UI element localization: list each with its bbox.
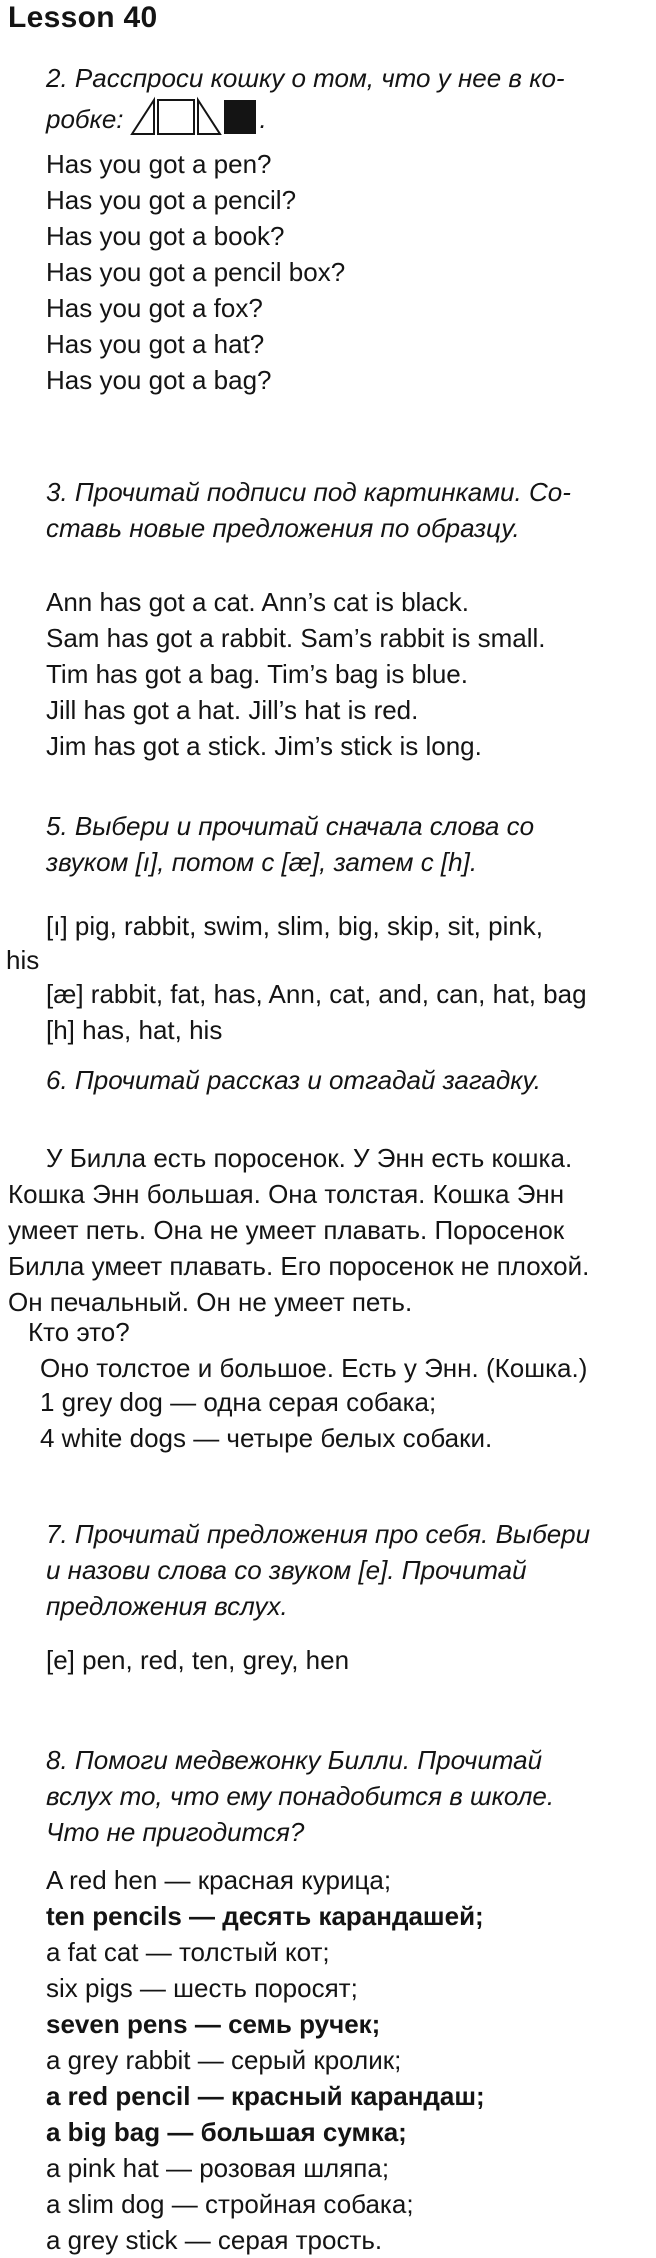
- question-line: Has you got a fox?: [46, 293, 263, 323]
- school-item: a fat cat — толстый кот;: [46, 1937, 330, 1967]
- question-line: Has you got a pencil box?: [46, 257, 346, 287]
- exercise-6-extra: [40, 1384, 650, 1456]
- sentence-line: Jim has got a stick. Jim’s stick is long.: [46, 731, 482, 761]
- exercise-8-list: [46, 1862, 656, 2258]
- exercise-6-riddle: [28, 1314, 638, 1386]
- school-item: ten pencils — десять карандашей;: [46, 1901, 484, 1931]
- exercise-8-instruction-line-2: вслух то, что ему понадобится в школе.: [46, 1781, 555, 1811]
- sentence-line: Tim has got a bag. Tim’s bag is blue.: [46, 659, 468, 689]
- question-line: Has you got a hat?: [46, 329, 265, 359]
- exercise-5-words-cont: [46, 976, 656, 1048]
- exercise-8-instruction: [46, 1742, 646, 1850]
- riddle-answer: Оно толстое и большое. Есть у Энн. (Кошка.): [40, 1353, 588, 1383]
- sentence-line: Jill has got a hat. Jill’s hat is red.: [46, 695, 419, 725]
- question-line: Has you got a pen?: [46, 149, 272, 179]
- story-line: умеет петь. Она не умеет плавать. Поросенок: [8, 1215, 565, 1245]
- exercise-5-instruction-line-2: звуком [ı], потом с [æ], затем с [h].: [46, 847, 478, 877]
- school-item: six pigs — шесть поросят;: [46, 1973, 358, 2003]
- exercise-2-instruction: [46, 60, 646, 137]
- school-item: A red hen — красная курица;: [46, 1865, 392, 1895]
- sound-i-words-wrap: his: [6, 945, 40, 975]
- extra-line: 1 grey dog — одна серая собака;: [40, 1387, 437, 1417]
- exercise-3-instruction: [46, 474, 646, 546]
- exercise-7-instruction-line-1: 7. Прочитай предложения про себя. Выбери: [46, 1519, 591, 1549]
- exercise-7-instruction: [46, 1516, 646, 1624]
- story-line: У Билла есть поросенок. У Энн есть кошка.: [46, 1143, 573, 1173]
- exercise-3-instruction-line-1: 3. Прочитай подписи под картинками. Со-: [46, 477, 571, 507]
- sound-i-words: [ı] pig, rabbit, swim, slim, big, skip, sit, pink,: [46, 911, 544, 941]
- school-item: a grey stick — серая трость.: [46, 2225, 383, 2255]
- school-item: a pink hat — розовая шляпа;: [46, 2153, 390, 2183]
- exercise-3-sentences: [46, 584, 656, 764]
- story-line: Билла умеет плавать. Его поросенок не плохой.: [8, 1251, 590, 1281]
- exercise-8-instruction-line-1: 8. Помоги медвежонку Билли. Прочитай: [46, 1745, 543, 1775]
- exercise-7-instruction-line-3: предложения вслух.: [46, 1591, 288, 1621]
- question-line: Has you got a book?: [46, 221, 285, 251]
- exercise-6-instruction-line: 6. Прочитай рассказ и отгадай загадку.: [46, 1065, 542, 1095]
- exercise-7-words: [46, 1642, 656, 1678]
- exercise-5-instruction: [46, 808, 646, 880]
- lesson-title: Lesson 40: [8, 1, 158, 34]
- school-item: seven pens — семь ручек;: [46, 2009, 381, 2039]
- exercise-8-instruction-line-3: Что не пригодится?: [46, 1817, 305, 1847]
- exercise-2-instruction-line-2: робке:: [46, 104, 124, 134]
- box-shapes-icon: [128, 96, 258, 136]
- exercise-2-instruction-line-2-wrapper: робке: .: [46, 96, 646, 137]
- question-line: Has you got a pencil?: [46, 185, 297, 215]
- school-item: a slim dog — стройная собака;: [46, 2189, 414, 2219]
- sound-e-words: [e] pen, red, ten, grey, hen: [46, 1645, 350, 1675]
- extra-line: 4 white dogs — четыре белых собаки.: [40, 1423, 493, 1453]
- sound-ae-words: [æ] rabbit, fat, has, Ann, cat, and, can, hat, bag: [46, 979, 587, 1009]
- school-item: a grey rabbit — серый кролик;: [46, 2045, 402, 2075]
- sentence-line: Sam has got a rabbit. Sam’s rabbit is small.: [46, 623, 546, 653]
- school-item: a big bag — большая сумка;: [46, 2117, 407, 2147]
- story-line: Кошка Энн большая. Она толстая. Кошка Энн: [8, 1179, 565, 1209]
- exercise-5-words: [46, 908, 656, 944]
- exercise-6-story: [8, 1140, 654, 1320]
- question-line: Has you got a bag?: [46, 365, 272, 395]
- exercise-5-instruction-line-1: 5. Выбери и прочитай сначала слова со: [46, 811, 535, 841]
- exercise-3-instruction-line-2: ставь новые предложения по образцу.: [46, 513, 520, 543]
- exercise-2-instruction-line-1: 2. Расспроси кошку о том, что у нее в ко-: [46, 63, 565, 93]
- exercise-2-questions: [46, 146, 656, 398]
- story-line: Он печальный. Он не умеет петь.: [8, 1287, 413, 1317]
- sound-h-words: [h] has, hat, his: [46, 1015, 223, 1045]
- school-item: a red pencil — красный карандаш;: [46, 2081, 485, 2111]
- exercise-6-instruction: [46, 1062, 646, 1098]
- exercise-7-instruction-line-2: и назови слова со звуком [e]. Прочитай: [46, 1555, 527, 1585]
- riddle-question: Кто это?: [28, 1317, 130, 1347]
- sentence-line: Ann has got a cat. Ann’s cat is black.: [46, 587, 469, 617]
